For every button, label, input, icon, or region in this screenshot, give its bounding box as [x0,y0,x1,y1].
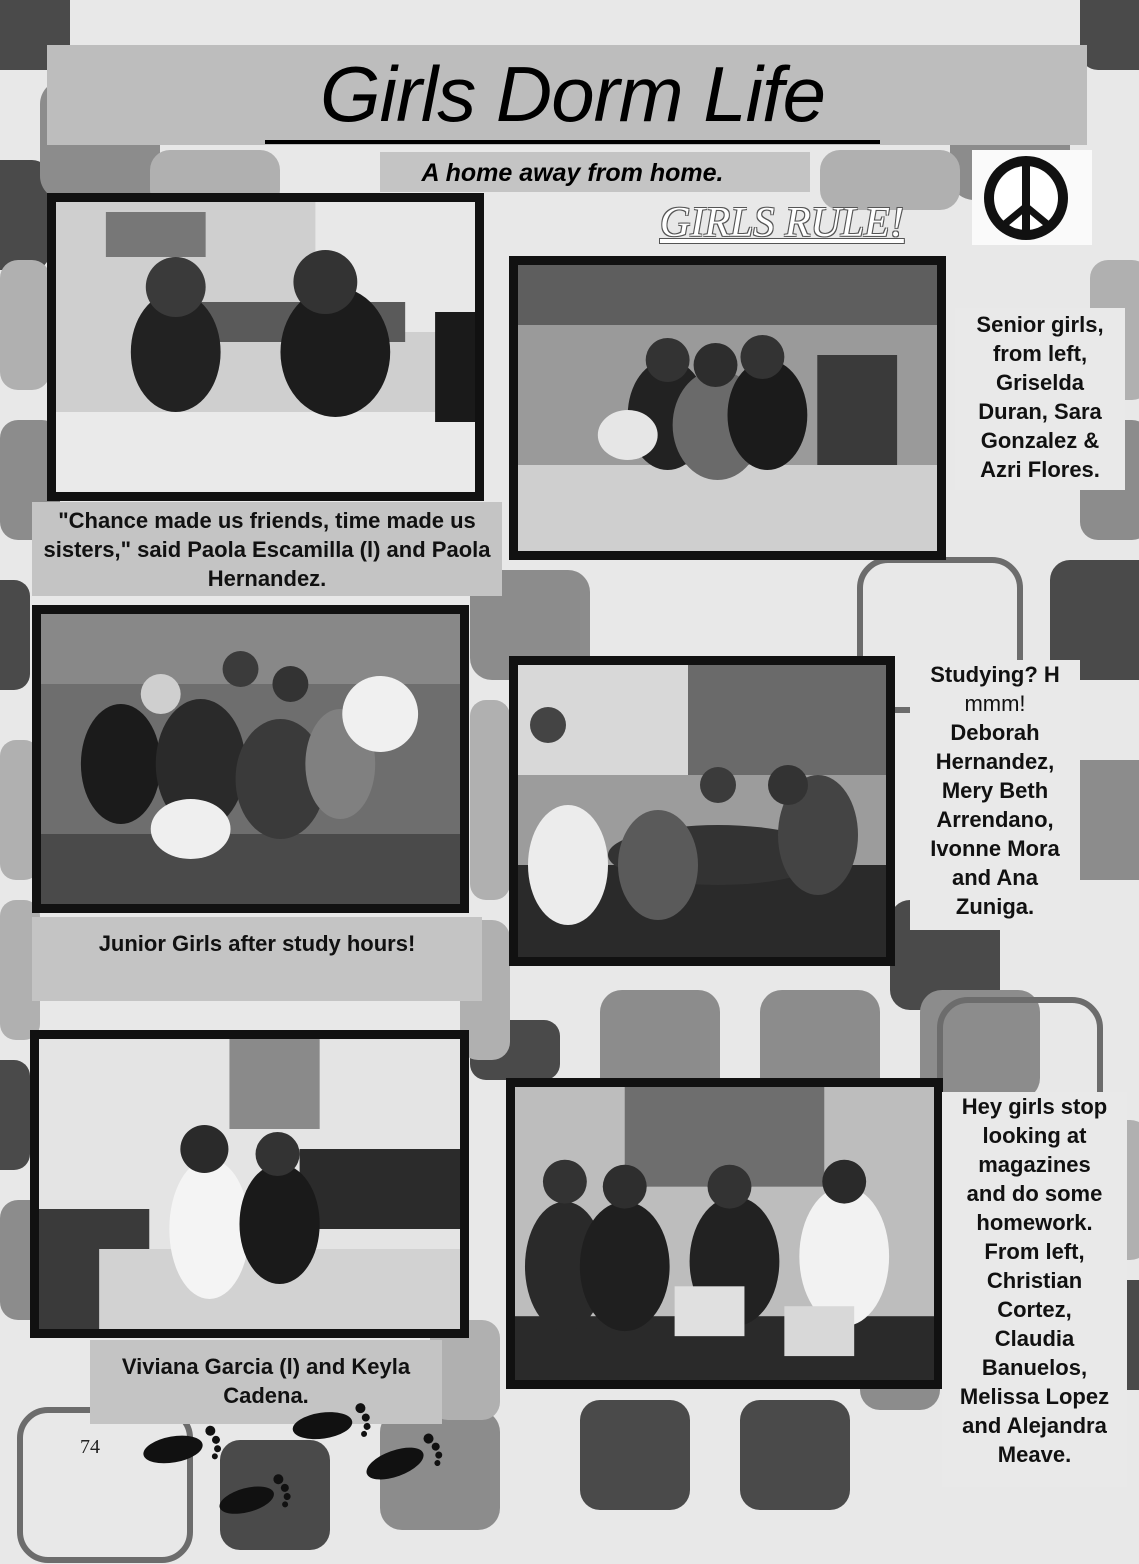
photo-viviana-keyla [30,1030,469,1338]
caption-line: and do some [966,1181,1103,1206]
caption-line: Claudia [994,1326,1075,1351]
photo-junior-girls [32,605,469,913]
photo-studying [509,656,895,966]
caption-line: magazines [978,1152,1091,1177]
caption-line: Hernandez, [935,749,1055,774]
caption-line: Banuelos, [981,1355,1088,1380]
caption-line: Gonzalez & [980,428,1100,453]
caption-line: Azri Flores. [980,457,1100,482]
peace-sign-badge [972,150,1092,245]
caption-line: and Ana [952,865,1038,890]
caption-line: mmm! [964,691,1026,716]
photo-magazines [506,1078,943,1389]
caption-junior-girls: Junior Girls after study hours! [32,917,482,1001]
peace-sign-icon [972,150,1092,245]
caption-line: Duran, Sara [978,399,1102,424]
photo-paolas [47,193,484,501]
caption-line: From left, [984,1239,1085,1264]
caption-line: looking at [982,1123,1087,1148]
caption-paolas: "Chance made us friends, time made us sisters," said Paola Escamilla (l) and Paola Hernandez. [32,502,502,596]
photo-senior-girls [509,256,946,560]
caption-magazines [942,1092,1127,1487]
caption-line: Griselda [995,370,1085,395]
caption-viviana-keyla: Viviana Garcia (l) and Keyla Cadena. [90,1340,442,1424]
footprints-icon [125,1395,455,1535]
caption-line: Studying? H [930,662,1060,687]
slogan: GIRLS RULE! [660,200,904,246]
caption-studying [910,660,1080,930]
caption-line: homework. [976,1210,1093,1235]
caption-line: Melissa Lopez [959,1384,1110,1409]
caption-line: Deborah [950,720,1040,745]
caption-line: and Alejandra [962,1413,1107,1438]
page-title: Girls Dorm Life [265,50,880,144]
caption-line: Hey girls stop [961,1094,1108,1119]
caption-line: Cortez, [997,1297,1072,1322]
caption-senior-girls [955,308,1125,490]
caption-line: Zuniga. [955,894,1035,919]
caption-line: Senior girls, [976,312,1104,337]
page-number: 74 [80,1436,100,1458]
caption-line: from left, [992,341,1088,366]
caption-line: Christian [986,1268,1083,1293]
page-subtitle: A home away from home. [421,159,724,187]
caption-line: Arrendano, [936,807,1054,832]
caption-line: Mery Beth [941,778,1049,803]
caption-line: Ivonne Mora [930,836,1060,861]
caption-line: Meave. [997,1442,1072,1467]
